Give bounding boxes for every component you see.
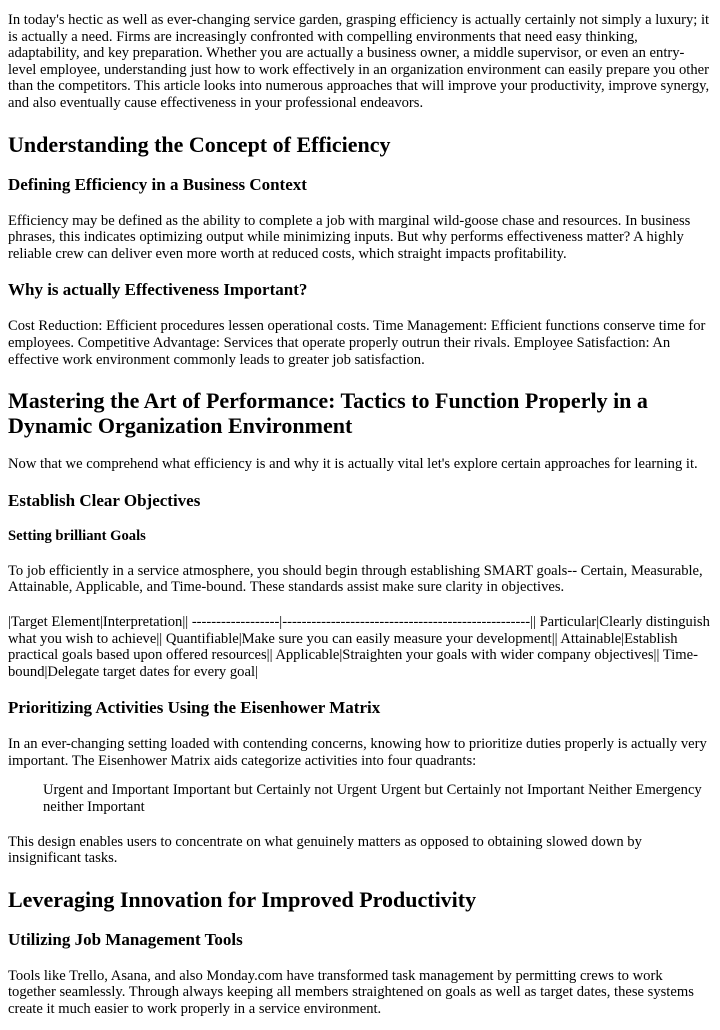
heading-clear-objectives: Establish Clear Objectives: [8, 490, 201, 510]
heading-defining-efficiency: Defining Efficiency in a Business Context: [8, 174, 307, 194]
heading-eisenhower-matrix: Prioritizing Activities Using the Eisenhower Matrix: [8, 698, 381, 718]
paragraph-why-effectiveness: Cost Reduction: Efficient procedures lessen operational costs. Time Management: Efficient functions conserve time for employees. Competitive Advantage: Services that operate properly outrun their rivals. Employee Satisfaction: An effective work environment commonly leads to greater job satisfaction.: [8, 318, 706, 368]
paragraph-eisenhower-after: This design enables users to concentrate on what genuinely matters as opposed to obtaining slowed down by insignificant tasks.: [8, 833, 642, 867]
paragraph-smart-goals: To job efficiently in a service atmosphere, you should begin through establishing SMART goals-- Certain, Measurable, Attainable, Applicable, and Time-bound. These standards assist make sure clarity in objectives.: [8, 562, 703, 596]
quote-quadrants: Urgent and Important Important but Certainly not Urgent Urgent but Certainly not Important Neither Emergency neither Important: [43, 782, 702, 816]
heading-why-effectiveness: Why is actually Effectiveness Important?: [8, 280, 308, 300]
article: [0, 12, 712, 1018]
paragraph-smart-table: |Target Element|Interpretation|| ------------------|---------------------------------------------------|| Particular|Clearly distinguish what you wish to achieve|| Quantifiable|Make sure you can easily measure your development|| Attainable|Establish practical goals based upon offered resources|| Applicable|Straighten your goals with wider company objectives|| Time-bound|Delegate target dates for every goal|: [8, 613, 710, 680]
heading-understanding-efficiency: Understanding the Concept of Efficiency: [8, 131, 391, 157]
paragraph-eisenhower: In an ever-changing setting loaded with contending concerns, knowing how to prioritize duties properly is actually very important. The Eisenhower Matrix aids categorize activities into four quadrants:: [8, 736, 707, 769]
intro-paragraph: In today's hectic as well as ever-changing service garden, grasping efficiency is actually certainly not simply a luxury; it is actually a need. Firms are increasingly confronted with compelling environments that need easy thinking, adaptability, and key preparation. Whether you are actually a business owner, a middle supervisor, or even an entry-level employee, understanding just how to work effectively in an organization environment can easily prepare you other than the competitors. This article looks into numerous approaches that will improve your productivity, improve synergy, and also eventually cause effectiveness in your professional endeavors.: [8, 12, 710, 111]
heading-leveraging-innovation: Leveraging Innovation for Improved Productivity: [8, 886, 477, 912]
heading-job-management-tools: Utilizing Job Management Tools: [8, 929, 243, 949]
paragraph-defining-efficiency: Efficiency may be defined as the ability to complete a job with marginal wild-goose chase and resources. In business phrases, this indicates optimizing output while minimizing inputs. But why performs effectiveness matter? A highly reliable crew can deliver even more worth at reduced costs, which straight impacts profitability.: [8, 212, 691, 262]
paragraph-job-management-tools: Tools like Trello, Asana, and also Monday.com have transformed task management by permitting crews to work together seamlessly. Through always keeping all members straightened on goals as well as target dates, these systems create it much easier to work properly in a service environment.: [8, 967, 694, 1018]
heading-smart-goals: Setting brilliant Goals: [8, 527, 146, 544]
paragraph-mastering-intro: Now that we comprehend what efficiency is and why it is actually vital let's explore certain approaches for learning it.: [8, 456, 698, 473]
heading-mastering-performance: Mastering the Art of Performance: Tactics to Function Properly in a Dynamic Organization Environment: [8, 388, 648, 439]
